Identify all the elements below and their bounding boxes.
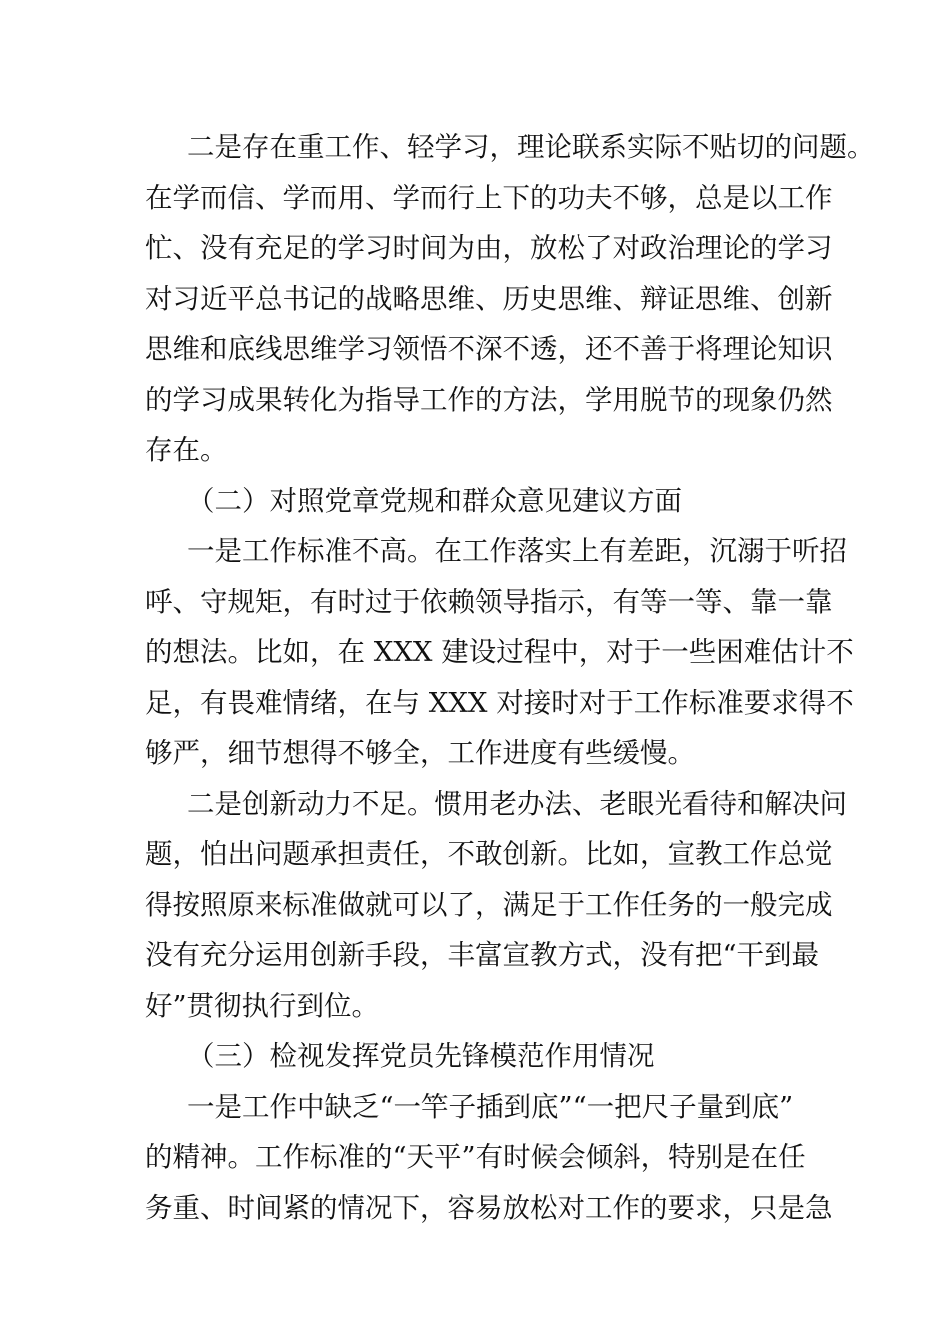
paragraph-line-7: 存在。 (145, 434, 228, 466)
paragraph-line-6: 的学习成果转化为指导工作的方法，学用脱节的现象仍然 (145, 383, 833, 416)
paragraph-line-2: 在学而信、学而用、学而行上下的功夫不够，总是以工作 (145, 181, 833, 214)
paragraph-line-12: 足，有畏难情绪，在与 XXX 对接时对于工作标准要求得不 (145, 686, 854, 719)
paragraph-line-13: 够严，细节想得不够全，工作进度有些缓慢。 (145, 737, 695, 769)
paragraph-line-11: 的想法。比如，在 XXX 建设过程中，对于一些困难估计不 (145, 636, 854, 668)
section-heading-2: （二）对照党章党规和群众意见建议方面 (187, 484, 682, 517)
paragraph-line-1: 二是存在重工作、轻学习，理论联系实际不贴切的问题。 (187, 131, 875, 163)
paragraph-line-5: 思维和底线思维学习领悟不深不透，还不善于将理论知识 (145, 333, 833, 365)
paragraph-line-18: 好”贯彻执行到位。 (145, 989, 380, 1022)
paragraph-line-15: 题，怕出问题承担责任，不敢创新。比如，宣教工作总觉 (145, 838, 833, 870)
paragraph-line-20: 一是工作中缺乏“一竿子插到底”“一把尺子量到底” (187, 1090, 794, 1123)
paragraph-line-10: 呼、守规矩，有时过于依赖领导指示，有等一等、靠一靠 (145, 585, 833, 618)
paragraph-line-16: 得按照原来标准做就可以了，满足于工作任务的一般完成 (145, 888, 833, 921)
paragraph-line-4: 对习近平总书记的战略思维、历史思维、辩证思维、创新 (145, 282, 833, 315)
document-body (145, 122, 875, 1233)
paragraph-line-22: 务重、时间紧的情况下，容易放松对工作的要求，只是急 (145, 1191, 833, 1224)
paragraph-line-21: 的精神。工作标准的“天平”有时候会倾斜，特别是在任 (145, 1141, 806, 1173)
paragraph-line-3: 忙、没有充足的学习时间为由，放松了对政治理论的学习 (145, 232, 833, 264)
section-heading-3: （三）检视发挥党员先锋模范作用情况 (187, 1040, 655, 1072)
paragraph-line-14: 二是创新动力不足。惯用老办法、老眼光看待和解决问 (187, 787, 847, 820)
paragraph-line-9: 一是工作标准不高。在工作落实上有差距，沉溺于听招 (187, 535, 847, 567)
paragraph-line-17: 没有充分运用创新手段，丰富宣教方式，没有把“干到最 (145, 939, 820, 971)
